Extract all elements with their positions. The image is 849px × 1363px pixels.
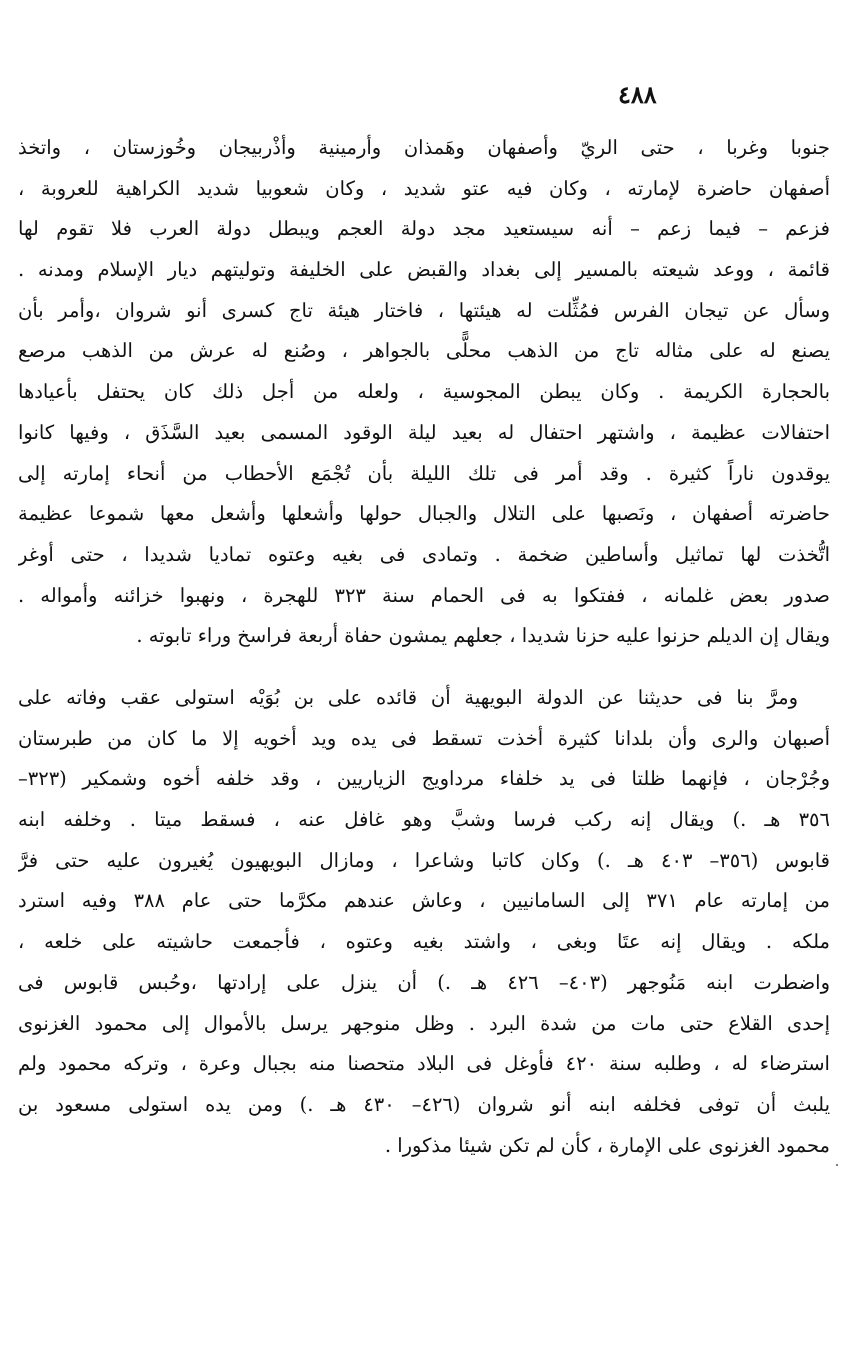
text-line: أصبهان والرى وأن بلدانا كثيرة أخذت تسقط فى يده ويد أخويه إلا ما كان من طبرستان <box>18 726 830 750</box>
text-line: حاضرته أصفهان ، ونَصبها على التلال والجبال حولها وأشعلها وأشعل معها شموعا عظيمة <box>18 502 830 526</box>
text-line: واضطرت ابنه مَنُوجهر (٤٠٣– ٤٢٦ هـ .) أن ينزل على إرادتها ،وحُبس قابوس فى <box>18 970 830 994</box>
text-line: صدور بعض غلمانه ، ففتكوا به فى الحمام سنة ٣٢٣ للهجرة ، ونهبوا خزائنه وأمواله . <box>18 583 830 607</box>
text-line: يوقدون ناراً كثيرة . وقد أمر فى تلك الليلة بأن تُجْمَع الأحطاب من أنحاء إمارته إلى <box>18 461 830 485</box>
text-line: قابوس (٣٥٦– ٤٠٣ هـ .) وكان كاتبا وشاعرا ، ومازال البويهيون يُغيرون عليه حتى فرَّ <box>18 848 830 872</box>
text-line: استرضاء له ، وطلبه سنة ٤٢٠ فأوغل فى البلاد متحصنا منه بجبال وعرة ، وتركه محمود ولم <box>18 1052 830 1076</box>
text-line: جنوبا وغربا ، حتى الريّ وأصفهان وهَمذان وأرمينية وأذْربيجان وخُوزستان ، واتخذ <box>18 136 830 159</box>
text-line: وجُرْجان ، فإنهما ظلتا فى يد خلفاء مرداويج الزياريين ، وقد خلفه أخوه وشمكير (٣٢٣– <box>18 767 830 791</box>
text-line: من إمارته عام ٣٧١ إلى السامانيين ، وعاش عندهم مكرَّما حتى عام ٣٨٨ وفيه استرد <box>18 889 830 913</box>
text-line: يلبث أن توفى فخلفه ابنه أنو شروان (٤٢٦– ٤٣٠ هـ .) ومن يده استولى مسعود بن <box>18 1092 830 1116</box>
paragraph-1 <box>18 128 830 657</box>
paragraph-2 <box>18 678 830 1166</box>
text-line: اتُّخذت لها تماثيل وأساطين ضخمة . وتمادى فى بغيه وعتوه تماديا شديدا ، حتى أوغر <box>18 542 830 566</box>
text-line: وسأل عن تيجان الفرس فمُثِّلت له هيئتها ، فاختار هيئة تاج كسرى أنو شروان ،وأمر بأن <box>18 298 830 322</box>
text-line: قائمة ، ووعد شيعته بالمسير إلى بغداد والقبض على الخليفة وتوليتهم ديار الإسلام ومدنه . <box>18 258 830 282</box>
text-line: فزعم – فيما زعم – أنه سيستعيد مجد دولة العجم ويبطل دولة العرب فلا تقوم لها <box>18 217 830 241</box>
text-line: يصنع له على مثاله تاج من الذهب محلًّى بالجواهر ، وصُنع له عرش من الذهب مرصع <box>18 339 830 363</box>
text-line: إحدى القلاع حتى مات من شدة البرد . وظل منوجهر يرسل بالأموال إلى محمود الغزنوى <box>18 1011 830 1035</box>
text-line: ومرَّ بنا فى حديثنا عن الدولة البويهية أن قائده على بن بُوَيْه استولى عقب وفاته على <box>18 686 798 709</box>
text-line: احتفالات عظيمة ، واشتهر احتفال له بعيد ليلة الوقود المسمى بعيد السَّذَق ، وفيها كانوا <box>18 420 830 444</box>
text-line: أصفهان حاضرة لإمارته ، وكان فيه عتو شديد ، وكان شعوبيا شديد الكراهية للعروبة ، <box>18 176 830 200</box>
text-line: محمود الغزنوى على الإمارة ، كأن لم تكن شيئا مذكورا . <box>384 1133 830 1157</box>
page-number: ٤٨٨ <box>618 80 657 109</box>
scan-speck <box>836 1164 838 1166</box>
text-line: ملكه . ويقال إنه عتَا وبغى ، واشتد بغيه وعتوه ، فأجمعت حاشيته على خلعه ، <box>18 930 830 954</box>
text-line: بالحجارة الكريمة . وكان يبطن المجوسية ، ولعله من أجل ذلك كان يحتفل بأعيادها <box>18 380 830 404</box>
text-line: ٣٥٦ هـ .) ويقال إنه ركب فرسا وشبَّ وهو غافل عنه ، فسقط ميتا . وخلفه ابنه <box>18 808 830 832</box>
text-line: ويقال إن الديلم حزنوا عليه حزنا شديدا ، جعلهم يمشون حفاة أربعة فراسخ وراء تابوته . <box>136 624 830 648</box>
